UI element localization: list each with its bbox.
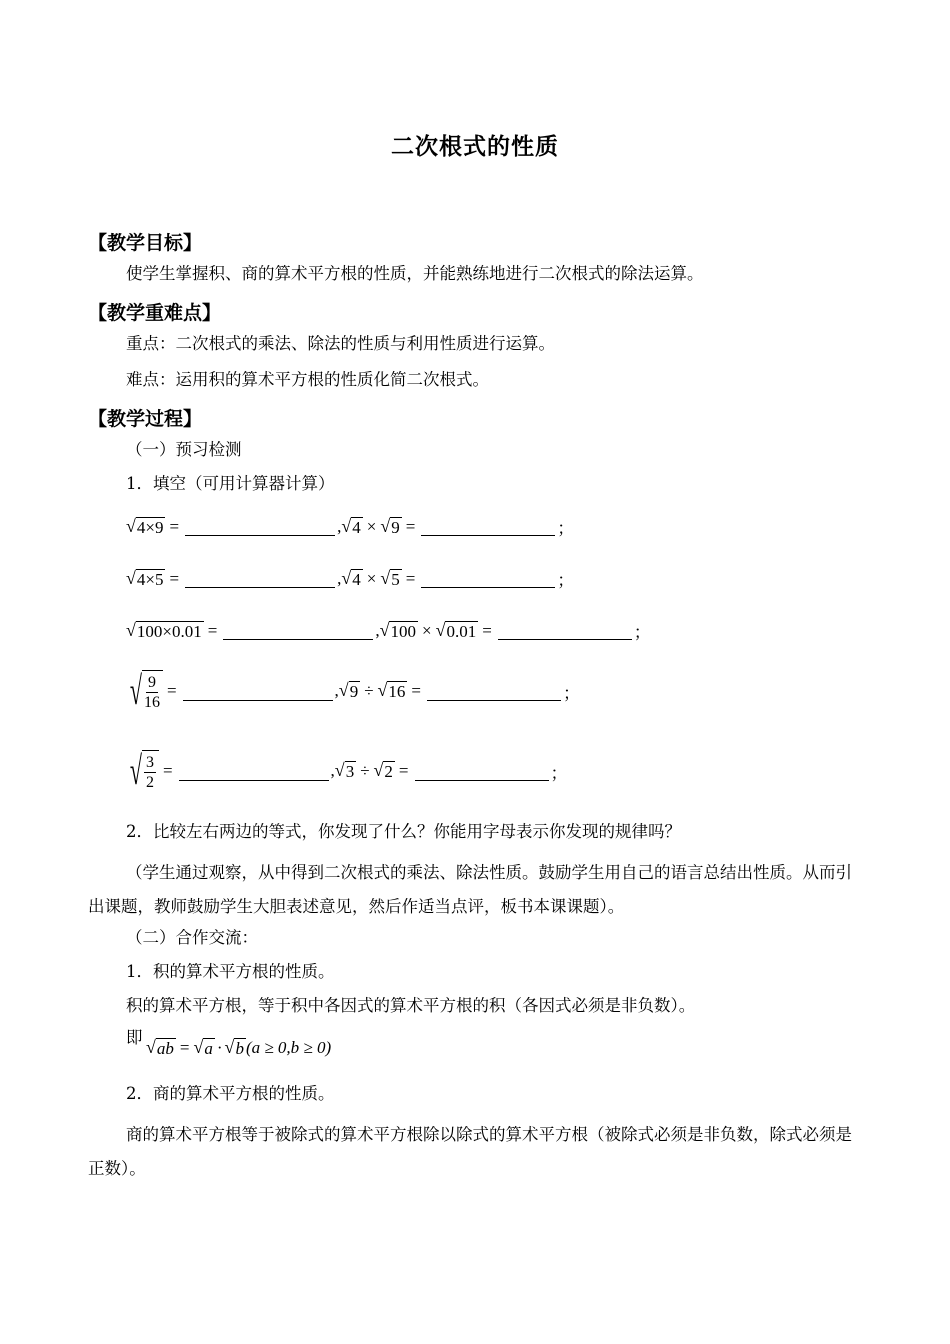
math-row-2: √ 4×5 = , √ 4 × √ 5 = ； bbox=[126, 567, 575, 590]
sqrt: √ 4×9 bbox=[126, 515, 164, 537]
sqrt: √ 5 bbox=[380, 567, 400, 589]
answer-blank[interactable] bbox=[415, 762, 549, 781]
sqrt: √ 4×5 bbox=[126, 567, 164, 589]
answer-blank[interactable] bbox=[179, 762, 329, 781]
answer-blank[interactable] bbox=[421, 517, 555, 536]
part1-label: （一）预习检测 bbox=[126, 440, 242, 459]
sqrt: √ ab bbox=[146, 1037, 174, 1058]
sqrt: √ 4 bbox=[341, 567, 361, 589]
part2-label: （二）合作交流： bbox=[126, 928, 258, 947]
property1-title: 1．积的算术平方根的性质。 bbox=[126, 962, 335, 981]
answer-blank[interactable] bbox=[183, 682, 333, 701]
answer-blank[interactable] bbox=[421, 569, 555, 588]
sqrt: √ 100×0.01 bbox=[126, 619, 202, 641]
sqrt: √ 9 bbox=[380, 515, 400, 537]
sqrt-fraction: √ $\frac{9}{16}$ bbox=[126, 670, 163, 712]
math-row-3: √ 100×0.01 = , √ 100 × √ 0.01 = ； bbox=[126, 619, 651, 642]
sqrt-fraction: √ $\frac{3}{2}$ bbox=[126, 750, 159, 792]
answer-blank[interactable] bbox=[185, 517, 335, 536]
answer-blank[interactable] bbox=[223, 621, 373, 640]
property1-ji: 即 bbox=[126, 1028, 143, 1047]
teacher-note: （学生通过观察，从中得到二次根式的乘法、除法性质。鼓励学生用自己的语言总结出性质。从而引出课题，教师鼓励学生大胆表述意见，然后作适当点评，板书本课课题）。 bbox=[88, 863, 852, 916]
answer-blank[interactable] bbox=[427, 682, 561, 701]
sqrt: √ 0.01 bbox=[435, 619, 477, 641]
heading-key-points: 【教学重难点】 bbox=[88, 302, 222, 324]
property2-text: 商的算术平方根等于被除式的算术平方根除以除式的算术平方根（被除式必须是非负数，除式必须是正数）。 bbox=[88, 1125, 852, 1178]
sqrt: √ b bbox=[224, 1037, 244, 1058]
math-row-5: √ $\frac{3}{2}$ = , √ 3 ÷ √ 2 = ； bbox=[126, 750, 568, 792]
key-difficulty-text: 难点：运用积的算术平方根的性质化简二次根式。 bbox=[126, 370, 489, 389]
question2-label: 2．比较左右两边的等式，你发现了什么？你能用字母表示你发现的规律吗？ bbox=[126, 822, 681, 841]
goal-text: 使学生掌握积、商的算术平方根的性质，并能熟练地进行二次根式的除法运算。 bbox=[126, 264, 704, 283]
answer-blank[interactable] bbox=[498, 621, 632, 640]
sqrt: √ 100 bbox=[379, 619, 416, 641]
math-row-4: √ $\frac{9}{16}$ = , √ 9 ÷ √ 16 = ； bbox=[126, 670, 580, 712]
property1-formula: √ ab = √ a · √ b (a ≥ 0,b ≥ 0) bbox=[146, 1037, 332, 1058]
sqrt: √ 9 bbox=[338, 680, 359, 701]
property1-text: 积的算术平方根，等于积中各因式的算术平方根的积（各因式必须是非负数）。 bbox=[126, 996, 696, 1015]
heading-teaching-goal: 【教学目标】 bbox=[88, 232, 203, 254]
math-row-1: √ 4×9 = , √ 4 × √ 9 = ； bbox=[126, 515, 575, 538]
sqrt: √ 16 bbox=[377, 680, 406, 701]
sqrt: √ 4 bbox=[341, 515, 361, 537]
question1-label: 1．填空（可用计算器计算） bbox=[126, 474, 335, 493]
answer-blank[interactable] bbox=[185, 569, 335, 588]
sqrt: √ a bbox=[193, 1037, 213, 1058]
heading-teaching-process: 【教学过程】 bbox=[88, 408, 203, 430]
sqrt: √ 3 bbox=[334, 760, 355, 781]
property2-title: 2．商的算术平方根的性质。 bbox=[126, 1084, 335, 1103]
sqrt: √ 2 bbox=[373, 760, 393, 781]
page-title: 二次根式的性质 bbox=[391, 134, 559, 160]
key-focus-text: 重点：二次根式的乘法、除法的性质与利用性质进行运算。 bbox=[126, 334, 555, 353]
